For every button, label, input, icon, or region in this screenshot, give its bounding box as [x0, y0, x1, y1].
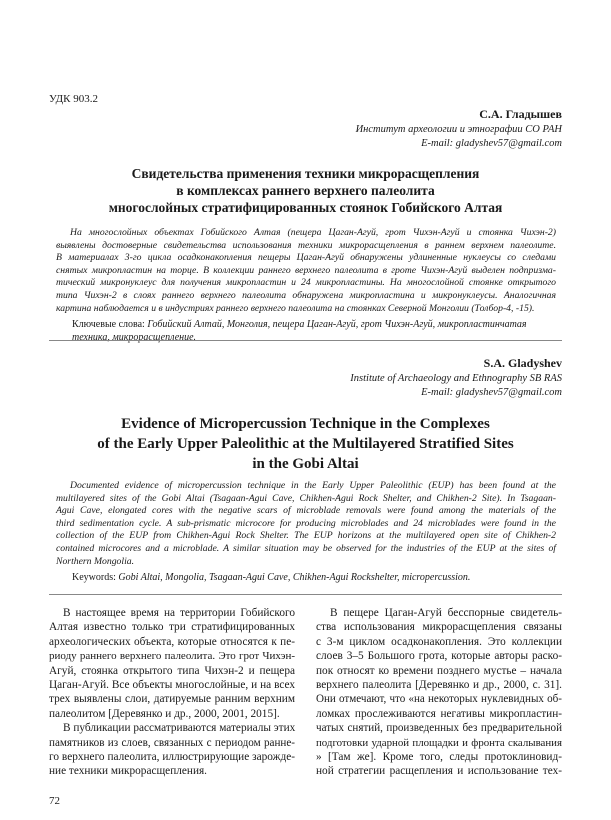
- abstract-ru: [56, 227, 556, 315]
- article-title-en: [49, 414, 562, 474]
- body-line: верхнего палеолита [Деревянко и др., 2000, с. 31].: [316, 678, 562, 691]
- abstract-line: На многослойных объектах Гобийского Алтая (пещера Цаган-Агуй, грот Чихэн-Агуй и стоянка Чихэн-2): [70, 227, 556, 238]
- body-line: Они отмечают, что «на некоторых нуклевидных об-: [316, 693, 562, 706]
- page-number: 72: [49, 795, 60, 807]
- keywords-list: Gobi Altai, Mongolia, Tsagaan-Agui Cave, Chikhen-Agui Rockshelter, micropercussion.: [118, 572, 471, 583]
- email-ru: E-mail: gladyshev57@gmail.com: [421, 138, 562, 149]
- section-divider: [49, 594, 562, 595]
- abstract-line: тический микронуклеус для получения микропластин и 24 микропластины. На многослойной стоянке открытого: [56, 277, 556, 289]
- email-en: E-mail: gladyshev57@gmail.com: [421, 387, 562, 398]
- body-line: палеолитом [Деревянко и др., 2000, 2001, 2015].: [49, 707, 280, 720]
- abstract-line: collection of the EUP from Chikhen-Agui Rock Shelter. The EUP horizons at the multilayered open site of Chikhen-2: [56, 530, 556, 542]
- author-name-ru: С.А. Гладышев: [479, 107, 562, 121]
- body-line: го верхнего палеолита, иллюстрирующие зарожде-: [49, 750, 295, 763]
- body-line: подготовки ударной площадки и фронта скалывания: [316, 736, 562, 749]
- abstract-line: снятых микропластин на торце. В коллекции раннего верхнего палеолита в гроте Чихэн-Агуй выделен подпризма-: [56, 264, 556, 276]
- body-line: ства использования микрорасщепления связаны: [316, 621, 562, 634]
- abstract-line: Documented evidence of micropercussion technique in the Early Upper Paleolithic (EUP) has been found at the: [70, 480, 556, 491]
- body-column-right: [316, 606, 562, 779]
- body-line: риоду раннего верхнего палеолита. Это грот Чихэн-: [49, 650, 295, 663]
- title-line: многослойных стратифицированных стоянок Гобийского Алтая: [108, 200, 503, 215]
- affiliation-en: Institute of Archaeology and Ethnography SB RAS: [350, 373, 562, 384]
- body-line: ной стратегии расщепления и использование тех-: [316, 765, 562, 778]
- udk-code: УДК 903.2: [49, 93, 99, 105]
- body-line: ние техники микрорасщепления.: [49, 765, 208, 778]
- keywords-list: Гобийский Алтай, Монголия, пещера Цаган-Агуй, грот Чихэн-Агуй, микропластинчатая техника, микрорасщепление.: [72, 319, 527, 343]
- abstract-line: Northern Mongolia.: [56, 555, 135, 567]
- body-line: » [Там же]. Кроме того, следы протоклиновид-: [316, 750, 562, 763]
- body-line: Алтая известно только три стратифицированных: [49, 621, 295, 634]
- title-line: in the Gobi Altai: [252, 456, 359, 472]
- keywords-label: Ключевые слова:: [72, 319, 145, 330]
- body-line: В пещере Цаган-Агуй бесспорные свидетель-: [330, 607, 562, 619]
- article-title-ru: [49, 165, 562, 216]
- author-name-en: S.A. Gladyshev: [483, 356, 562, 370]
- abstract-line: third sedimentation cycle. A sub-prismatic microcore for producing microblades and 24 microblades were found in the: [56, 517, 556, 529]
- body-line: слоев 3–5 Большого грота, которые авторы раско-: [316, 650, 562, 663]
- title-line: of the Early Upper Paleolithic at the Multilayered Stratified Sites: [97, 436, 514, 452]
- body-column-left: [49, 606, 295, 779]
- abstract-line: картина наблюдается и в индустриях раннего верхнего палеолита на стоянках Северной Монголии (Толбор-4, -15).: [56, 302, 535, 314]
- body-line: В публикации рассматриваются материалы этих: [63, 722, 296, 735]
- title-line: в комплексах раннего верхнего палеолита: [176, 183, 435, 198]
- body-line: Агуй, стоянка открытого типа Чихэн-2 и пещера: [49, 664, 295, 677]
- abstract-line: Agui Cave, elongated cores with the negative scars of microblade removals were found among the materials of the: [56, 505, 556, 517]
- section-divider: [49, 340, 562, 341]
- body-line: ломках прослеживаются негативы микропластин-: [316, 707, 562, 720]
- abstract-line: multilayered sites of the Gobi Altai (Tsagaan-Agui Cave, Chikhen-Agui Rock Shelter, and Chikhen-2 Site). In Tsagaan-: [56, 492, 556, 504]
- abstract-line: В материалах 3-го цикла осадконакопления пещеры Цаган-Агуй обнаружены удлиненные нуклеусы со следами: [56, 252, 556, 264]
- abstract-line: выявлены достоверные свидетельства использования техники микрорасщепления в раннем верхнем палеолите.: [56, 239, 556, 251]
- body-line: Цаган-Агуй. Все объекты многослойные, и на всех: [49, 678, 295, 691]
- body-line: чатых снятий, произведенных без предварительной: [316, 722, 562, 735]
- body-line: памятников из слоев, связанных с периодом ранне-: [49, 736, 295, 749]
- title-line: Свидетельства применения техники микрорасщепления: [131, 166, 480, 181]
- body-line: с 3-м циклом осадконакопления. Это коллекции: [316, 635, 562, 648]
- abstract-line: contained microcores and a microblade. A similar situation may be observed for the industries of the EUP at the sites of: [56, 542, 556, 554]
- body-line: пок относят ко времени позднего мустье – начала: [316, 664, 562, 677]
- title-line: Evidence of Micropercussion Technique in the Complexes: [121, 416, 490, 432]
- keywords-en: [72, 571, 562, 584]
- body-line: археологических объекта, которые относятся к пе-: [49, 635, 295, 648]
- body-line: В настоящее время на территории Гобийского: [63, 607, 295, 619]
- keywords-label: Keywords:: [72, 572, 116, 583]
- body-line: трех выявлены слои, датируемые ранним верхним: [49, 693, 295, 706]
- affiliation-ru: Институт археологии и этнографии СО РАН: [355, 124, 562, 135]
- abstract-en: [56, 480, 556, 568]
- abstract-line: типа Чихэн-2 в слоях раннего верхнего палеолита обнаружена микропластина и микронуклеусы. Аналогичная: [56, 289, 556, 301]
